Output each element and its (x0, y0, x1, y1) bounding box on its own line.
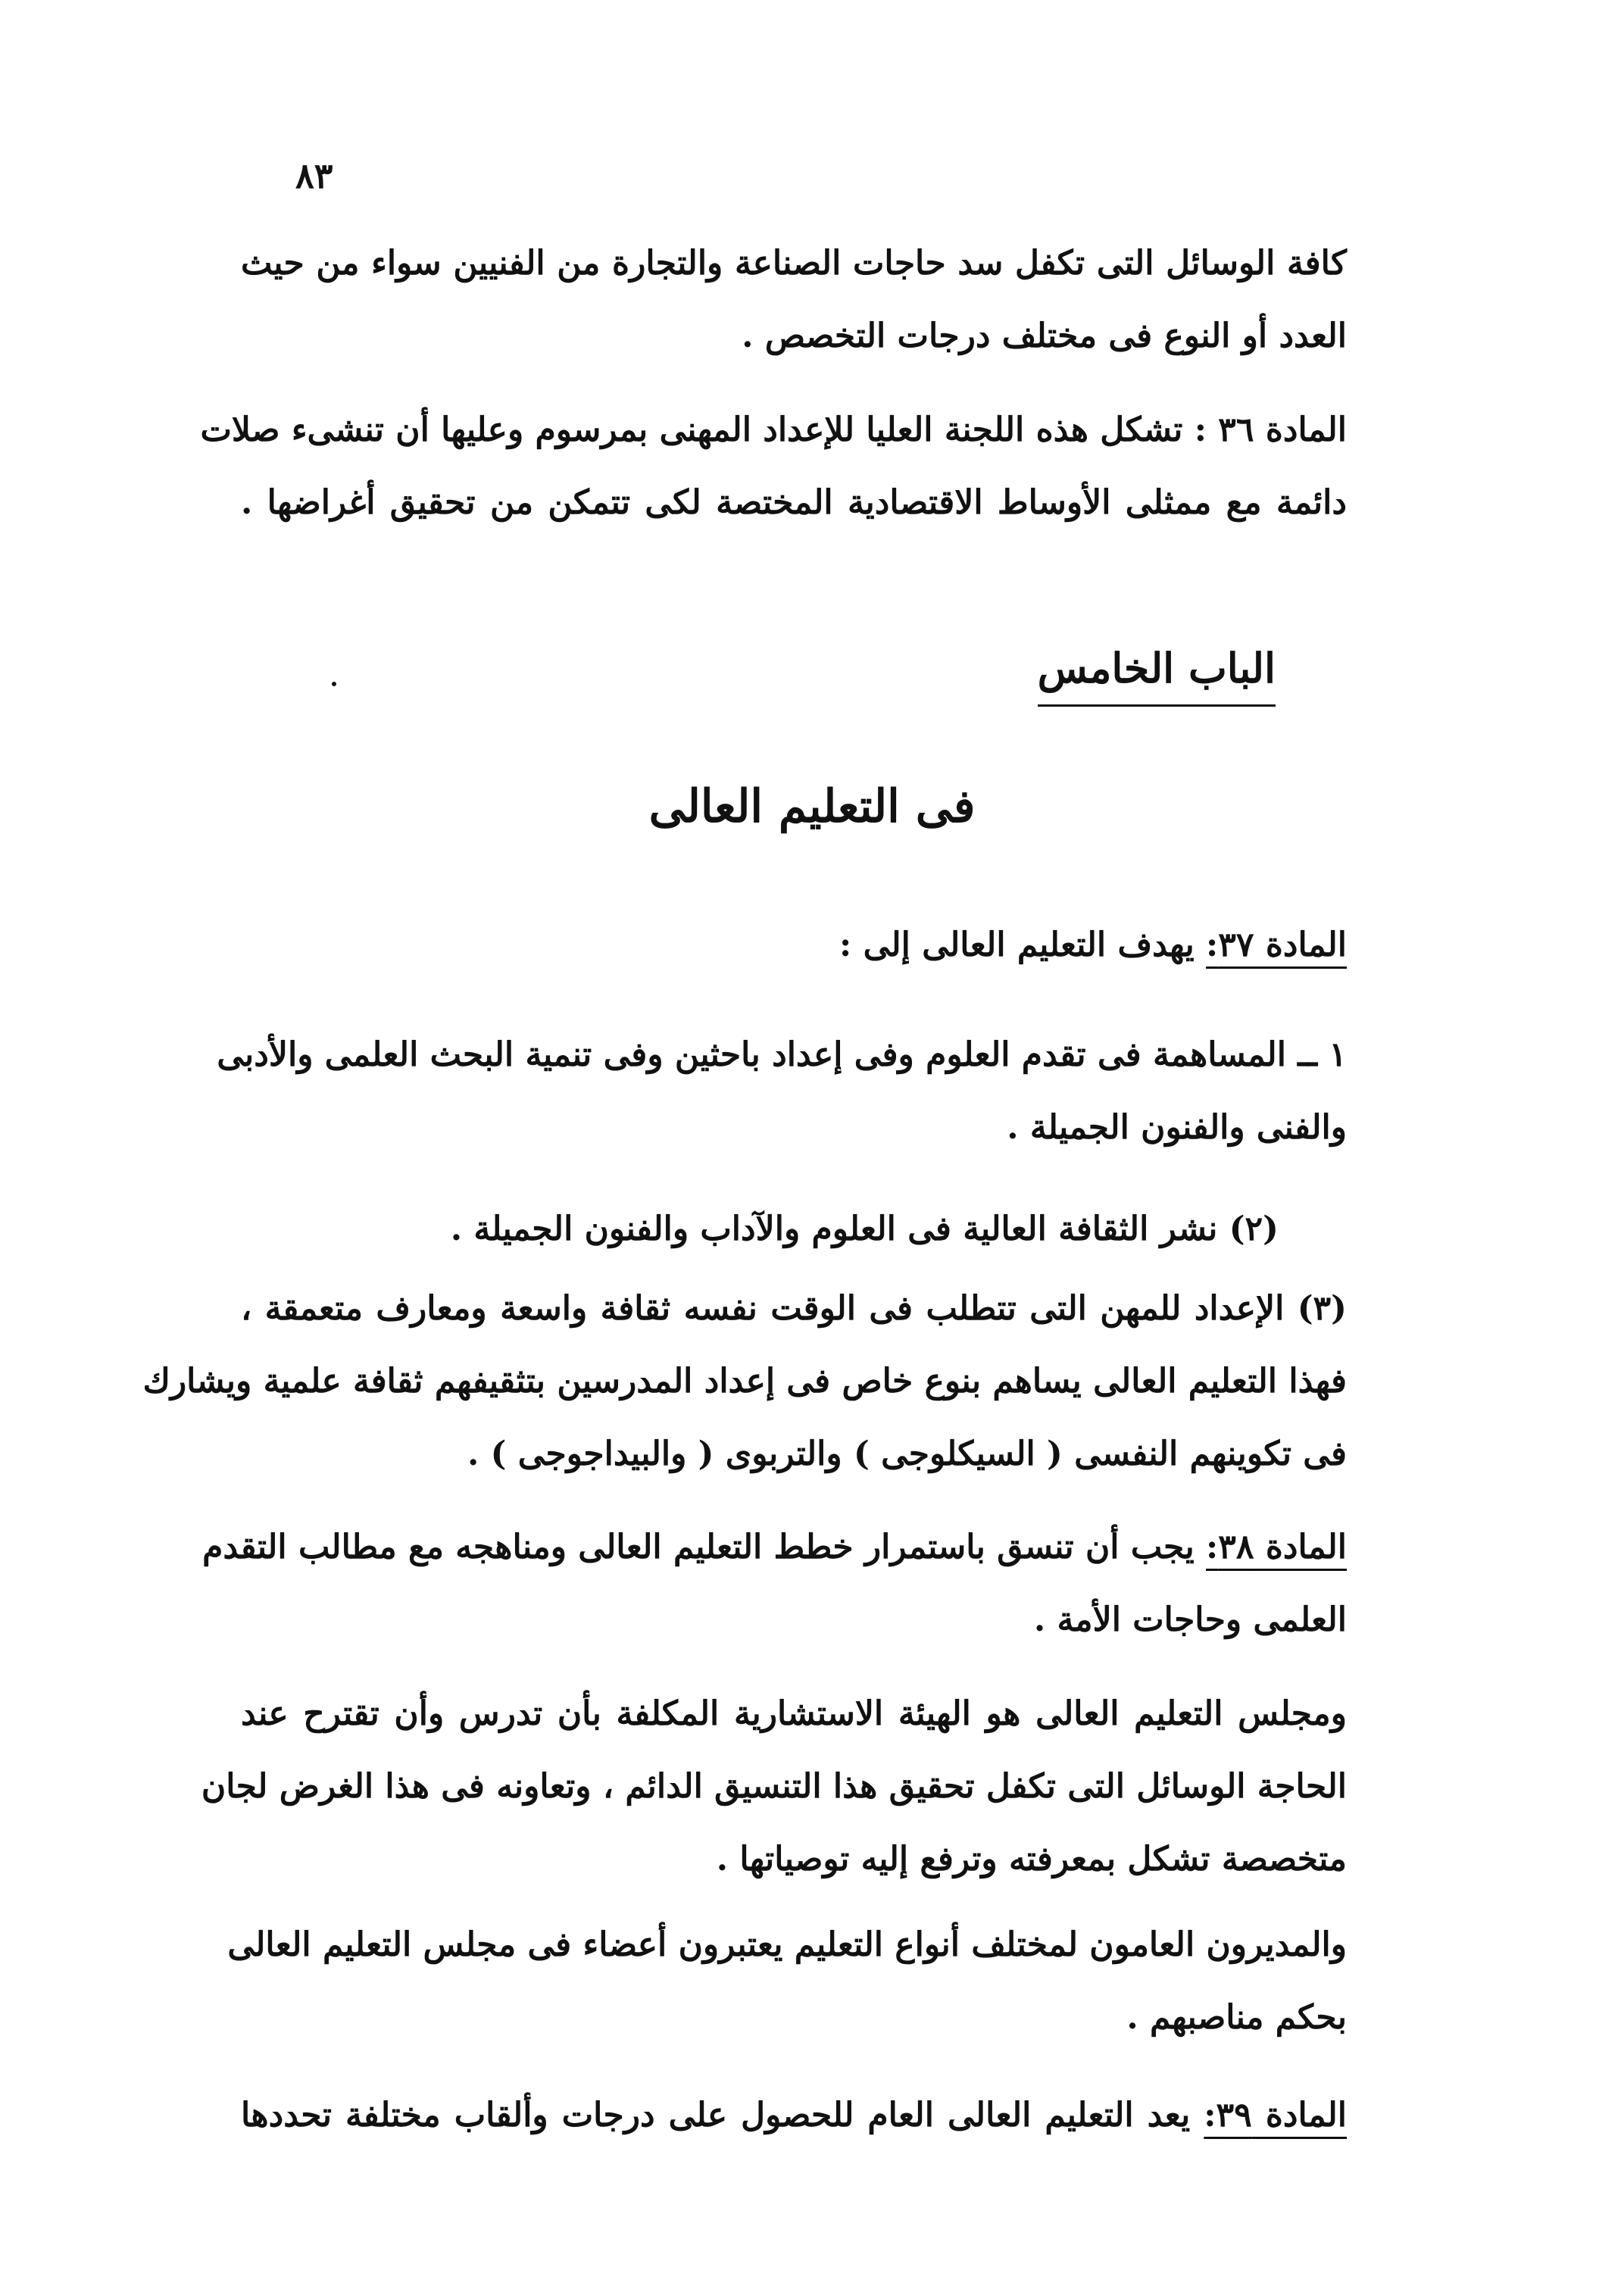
page-number: ٨٣ (295, 155, 333, 196)
article-37-line (241, 909, 1347, 982)
article-38-p2-line-1: ومجلس التعليم العالى هو الهيئة الاستشارية المكلفة بأن تدرس وأن تقترح عند (241, 1694, 1347, 1733)
intro-paragraph (241, 227, 1347, 373)
article-37-text: يهدف التعليم العالى إلى : (839, 926, 1195, 964)
article-38-paragraph-3 (227, 1909, 1347, 2054)
item-1-line-1: ١ ــ المساهمة فى تقدم العلوم وفى إعداد باحثين وفى تنمية البحث العلمى والأدبى (217, 1035, 1347, 1074)
article-38-label: المادة ٣٨: (1206, 1528, 1347, 1566)
article-36-label: المادة ٣٦ : (1194, 411, 1347, 449)
item-3-line-3: فى تكوينهم النفسى ( السيكلوجى ) والتربوى ( والبيداجوجى ) . (467, 1435, 1347, 1473)
article-39-line-1 (241, 2079, 1347, 2152)
article-39-text: يعد التعليم العالى العام للحصول على درجات وألقاب مختلفة تحددها (241, 2096, 1191, 2134)
article-38 (202, 1511, 1347, 1657)
article-36-text: تشكل هذه اللجنة العليا للإعداد المهنى بمرسوم وعليها أن تنشىء صلات (200, 411, 1183, 449)
article-38-p2-line-3: متخصصة تشكل بمعرفته وترفع إليه توصياتها . (716, 1840, 1347, 1878)
article-36-line-2: دائمة مع ممثلى الأوساط الاقتصادية المختصة لكى تتمكن من تحقيق أغراضها . (241, 483, 1347, 522)
item-2-line: (٢) نشر الثقافة العالية فى العلوم والآداب والفنون الجميلة . (450, 1210, 1279, 1248)
article-37-heading (241, 909, 1347, 982)
article-38-p3-line-2: بحكم مناصبهم . (1126, 1998, 1347, 2037)
chapter-title: الباب الخامس (1038, 644, 1276, 707)
stray-dot-mark (332, 682, 336, 686)
article-38-paragraph-2 (201, 1678, 1347, 1896)
article-37-item-2 (241, 1193, 1347, 1266)
article-37-label: المادة ٣٧: (1206, 926, 1347, 964)
section-title: فى التعليم العالى (648, 780, 976, 833)
article-39-label: المادة ٣٩: (1204, 2096, 1347, 2134)
article-37-item-3 (142, 1272, 1347, 1491)
article-38-line-2: العلمى وحاجات الأمة . (1033, 1600, 1347, 1639)
article-39 (241, 2079, 1347, 2152)
item-3-line-2: فهذا التعليم العالى يساهم بنوع خاص فى إعداد المدرسين بتثقيفهم ثقافة علمية ويشارك (142, 1362, 1347, 1400)
intro-line-1: كافة الوسائل التى تكفل سد حاجات الصناعة والتجارة من الفنيين سواء من حيث (241, 244, 1347, 283)
article-38-line-1 (202, 1511, 1347, 1584)
intro-line-2: العدد أو النوع فى مختلف درجات التخصص . (742, 317, 1347, 355)
article-38-p3-line-1: والمديرون العامون لمختلف أنواع التعليم يعتبرون أعضاء فى مجلس التعليم العالى (227, 1925, 1347, 1964)
article-37-item-1 (217, 1019, 1347, 1164)
article-38-text: يجب أن تنسق باستمرار خطط التعليم العالى ومناهجه مع مطالب التقدم (202, 1528, 1195, 1566)
article-36-line-1 (200, 394, 1347, 467)
item-1-line-2: والفنى والفنون الجميلة . (1007, 1108, 1347, 1147)
article-38-p2-line-2: الحاجة الوسائل التى تكفل تحقيق هذا التنسيق الدائم ، وتعاونه فى هذا الغرض لجان (201, 1767, 1347, 1806)
item-3-line-1: (٣) الإعداد للمهن التى تتطلب فى الوقت نفسه ثقافة واسعة ومعارف متعمقة ، (241, 1289, 1347, 1328)
article-36 (200, 394, 1347, 539)
